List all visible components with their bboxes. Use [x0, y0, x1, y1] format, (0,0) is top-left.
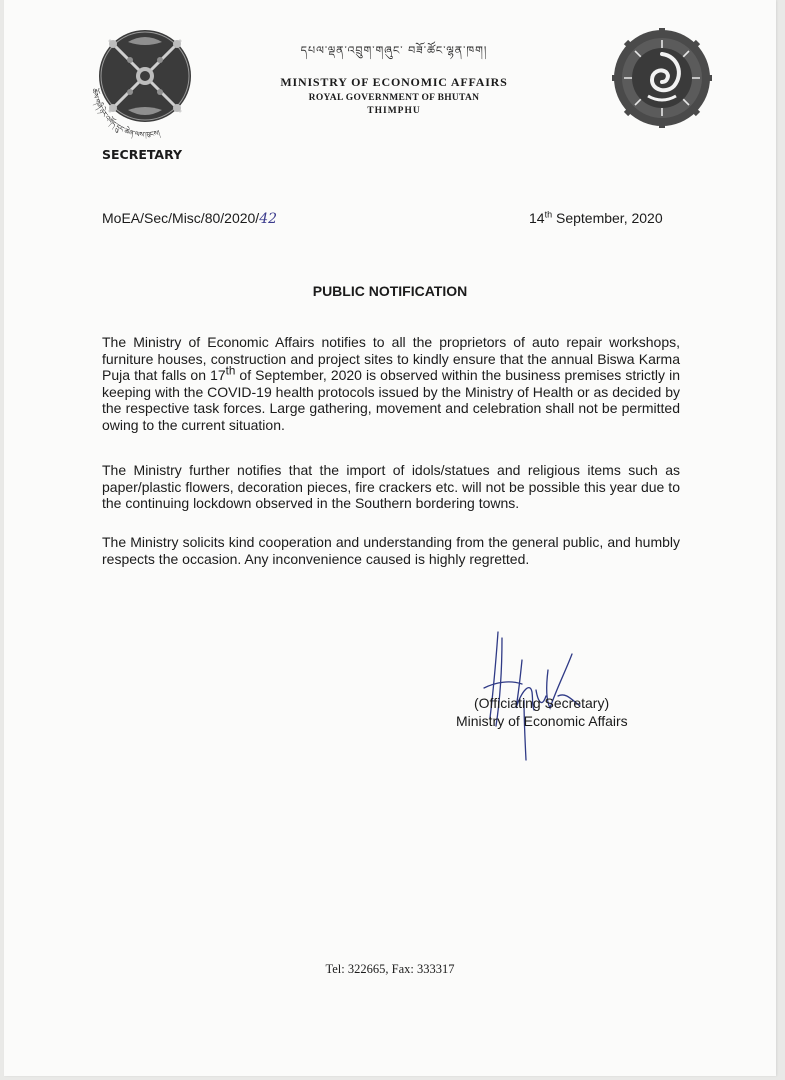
ministry-wheel-emblem	[612, 28, 712, 128]
paragraph-1-sup: th	[225, 364, 236, 378]
paragraph-1-part-b: of September, 2020 is observed within the business premises strictly in keeping with the COVID-19 health protocols issued by the Ministry of Health or as decided by the respective task forces. Large gathering, movement and celebration shall not be permitted owing to the current situation.	[102, 367, 680, 433]
document-page	[4, 0, 776, 1076]
reference-number	[102, 210, 277, 227]
paragraph-1-part-a: The Ministry of Economic Affairs notifies to all the proprietors of auto repair workshops, furniture houses, construction and project sites to kindly ensure that the annual Biswa Karma Puja that falls on 17	[102, 334, 680, 384]
seal-script-text: ཆོས་གཞི་ཉེར་འགོད་དྲུང་ཆེན་ལས་ཁུངས།	[90, 88, 161, 140]
letterhead-city: THIMPHU	[367, 106, 421, 116]
date-rest: September, 2020	[552, 210, 663, 226]
secretary-seal-emblem	[80, 20, 210, 140]
notice-title: PUBLIC NOTIFICATION	[312, 283, 468, 299]
letterhead	[244, 38, 544, 116]
letterhead-ministry: MINISTRY OF ECONOMIC AFFAIRS	[280, 75, 508, 89]
reference-printed: MoEA/Sec/Misc/80/2020/	[102, 210, 260, 226]
signatory-organization: Ministry of Economic Affairs	[456, 713, 628, 729]
reference-handwritten: 42	[259, 211, 278, 227]
letter-date	[529, 210, 663, 226]
paragraph-3: The Ministry solicits kind cooperation and understanding from the general public, and humbly respects the occasion. Any inconvenience caused is highly regretted.	[102, 534, 680, 567]
paragraph-1	[102, 334, 680, 434]
letterhead-script-line: དཔལ་ལྡན་འབྲུག་གཞུང་ བཟོ་ཚོང་ལྷན་ཁག།	[300, 44, 488, 57]
paragraph-2: The Ministry further notifies that the import of idols/statues and religious items such as paper/plastic flowers, decoration pieces, fire crackers etc. will not be possible this year due to the continuing lockdown observed in the Southern bordering towns.	[102, 462, 680, 512]
date-suffix: th	[544, 209, 553, 220]
footer-contact: Tel: 322665, Fax: 333317	[325, 962, 455, 976]
office-label: SECRETARY	[102, 147, 183, 162]
letterhead-government: ROYAL GOVERNMENT OF BHUTAN	[308, 93, 480, 103]
signatory-role: (Officiating Secretary)	[474, 695, 610, 711]
date-day: 14	[529, 210, 545, 226]
